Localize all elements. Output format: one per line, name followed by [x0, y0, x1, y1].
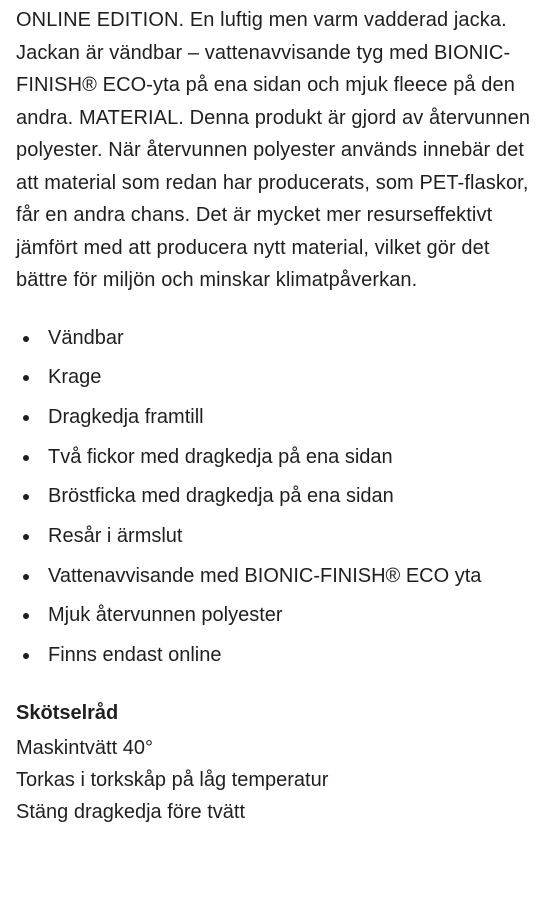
feature-label: Krage — [48, 366, 102, 389]
bullet-icon — [23, 613, 29, 619]
bullet-icon — [23, 494, 29, 500]
feature-item — [16, 358, 541, 398]
bullet-icon — [23, 375, 29, 381]
feature-label: Mjuk återvunnen polyester — [48, 604, 283, 627]
feature-label: Bröstficka med dragkedja på ena sidan — [48, 485, 394, 508]
care-line: Stäng dragkedja före tvätt — [16, 800, 246, 823]
feature-item — [16, 477, 541, 517]
feature-label: Vändbar — [48, 326, 124, 349]
product-description: ONLINE EDITION. En luftig men varm vadderad jacka. Jackan är vändbar – vattenavvisande tyg med BIONIC-FINISH® ECO-yta på ena sidan och mjuk fleece på den andra. MATERIAL. Denna produkt är gjord av återvunnen polyester. När återvunnen polyester används innebär det att material som redan har producerats, som PET-flaskor, får en andra chans. Det är mycket mer resurseffektivt jämfört med att producera nytt material, vilket gör det bättre för miljön och minskar klimatpåverkan. — [16, 9, 531, 291]
feature-label: Resår i ärmslut — [48, 525, 183, 548]
feature-label: Dragkedja framtill — [48, 405, 204, 428]
bullet-icon — [23, 574, 29, 580]
bullet-icon — [23, 415, 29, 421]
feature-item — [16, 596, 541, 636]
bullet-icon — [23, 455, 29, 461]
feature-list — [16, 319, 541, 676]
feature-label: Två fickor med dragkedja på ena sidan — [48, 445, 393, 468]
feature-item — [16, 398, 541, 438]
bullet-icon — [23, 653, 29, 659]
feature-label: Vattenavvisande med BIONIC-FINISH® ECO yta — [48, 564, 482, 587]
care-line: Torkas i torkskåp på låg temperatur — [16, 768, 329, 791]
care-title: Skötselråd — [16, 701, 119, 724]
bullet-icon — [23, 336, 29, 342]
bullet-icon — [23, 534, 29, 540]
feature-item — [16, 438, 541, 478]
feature-item — [16, 517, 541, 557]
feature-item — [16, 319, 541, 359]
feature-item — [16, 557, 541, 597]
care-line: Maskintvätt 40° — [16, 736, 153, 759]
feature-label: Finns endast online — [48, 644, 222, 667]
care-instructions — [16, 698, 541, 828]
feature-item — [16, 636, 541, 676]
